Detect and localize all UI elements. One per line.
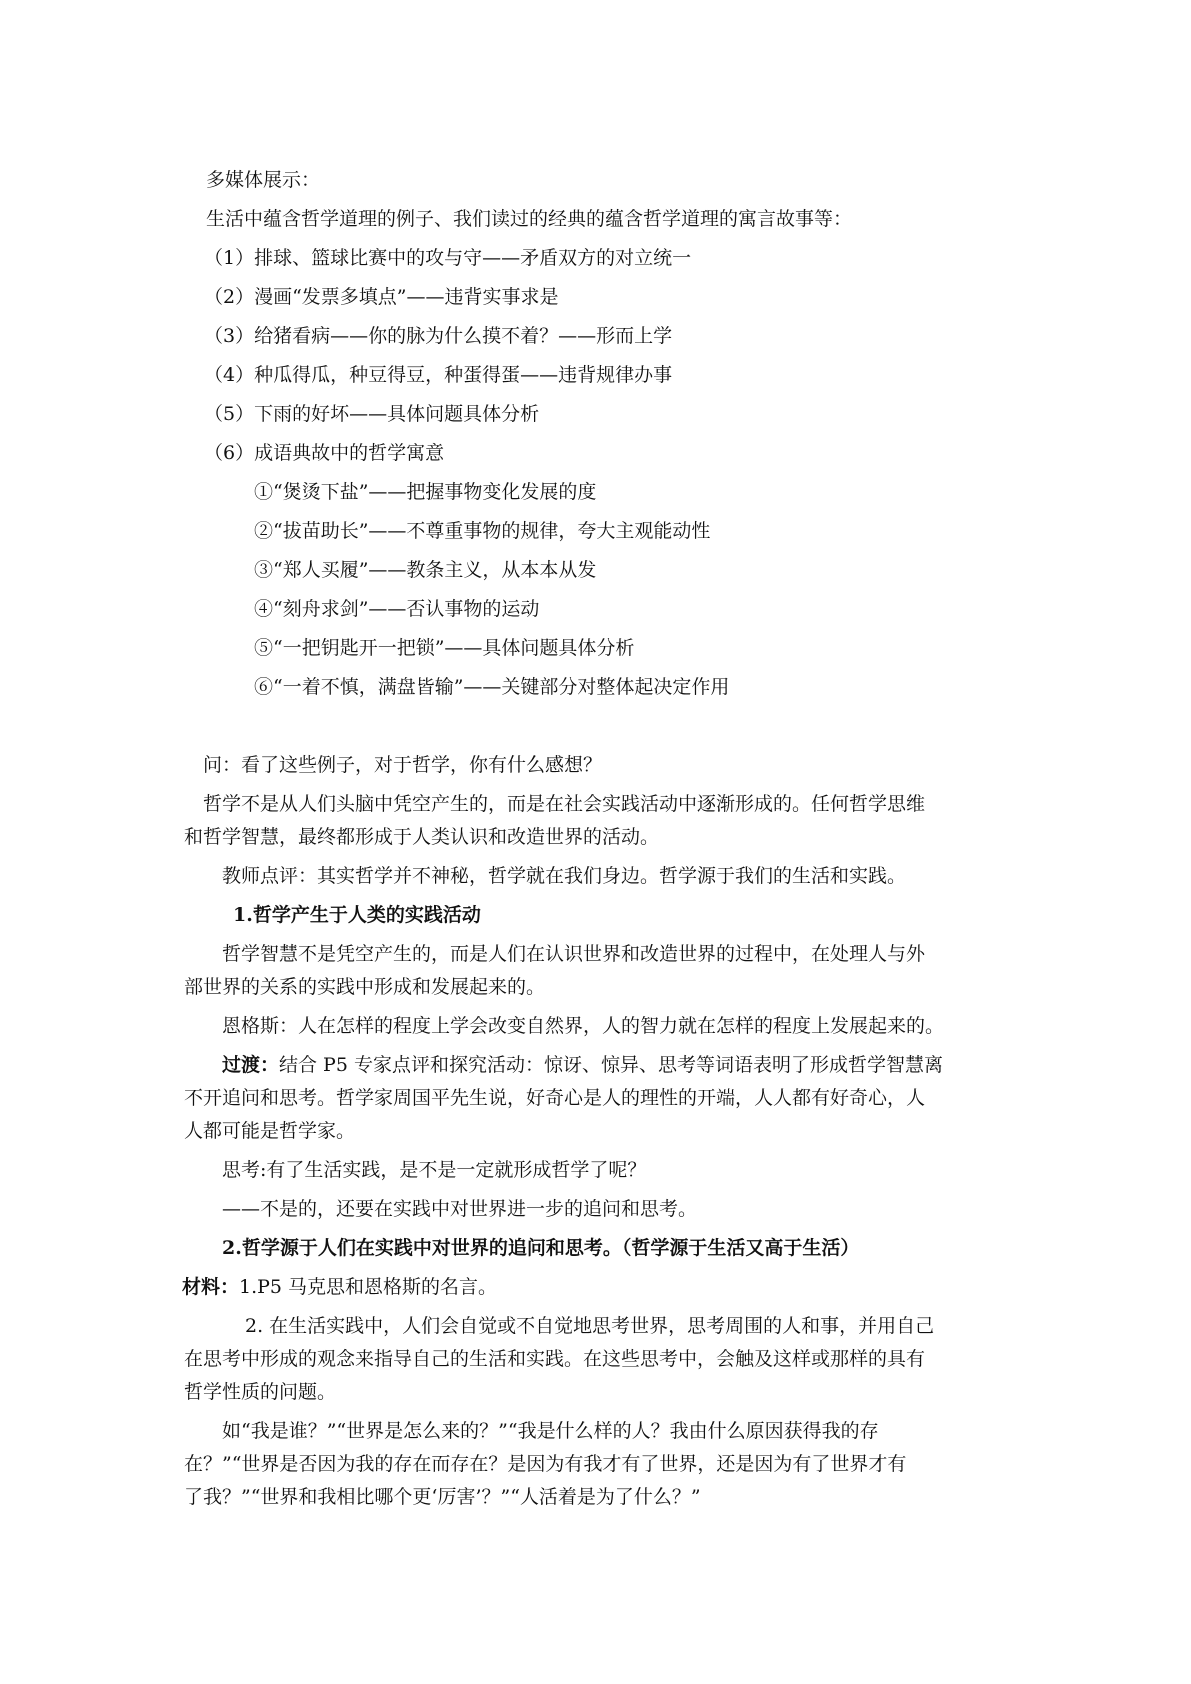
transition-text: 结合 P5 专家点评和探究活动：惊讶、惊异、思考等词语表明了形成哲学智慧离 xyxy=(279,1054,943,1076)
multimedia-heading: 多媒体展示： xyxy=(206,169,321,191)
example-item: （1）排球、篮球比赛中的攻与守——矛盾双方的对立统一 xyxy=(204,247,692,269)
section-1-title: 1.哲学产生于人类的实践活动 xyxy=(233,904,481,926)
materials-item-2: 2. 在生活实践中，人们会自觉或不自觉地思考世界，思考周围的人和事，并用自己 xyxy=(245,1315,935,1337)
teacher-comment: 教师点评：其实哲学并不神秘，哲学就在我们身边。哲学源于我们的生活和实践。 xyxy=(222,865,907,887)
example-item: （2）漫画“发票多填点”——违背实事求是 xyxy=(204,286,559,308)
example-item: （5）下雨的好坏——具体问题具体分析 xyxy=(204,403,540,425)
transition-label: 过渡： xyxy=(222,1054,280,1076)
answer-line: 和哲学智慧，最终都形成于人类认识和改造世界的活动。 xyxy=(184,826,660,848)
question-line: 问：看了这些例子，对于哲学，你有什么感想？ xyxy=(203,754,603,776)
transition-line: 不开追问和思考。哲学家周国平先生说，好奇心是人的理性的开端，人人都有好奇心，人 xyxy=(184,1087,926,1109)
idiom-item: ⑤“一把钥匙开一把锁”——具体问题具体分析 xyxy=(254,637,635,659)
materials-item-2: 在思考中形成的观念来指导自己的生活和实践。在这些思考中，会触及这样或那样的具有 xyxy=(184,1348,926,1370)
materials-item-1: 1.P5 马克思和恩格斯的名言。 xyxy=(239,1276,498,1298)
think-answer: ——不是的，还要在实践中对世界进一步的追问和思考。 xyxy=(222,1198,698,1220)
materials-label: 材料： xyxy=(182,1276,240,1298)
think-question: 思考:有了生活实践，是不是一定就形成哲学了呢？ xyxy=(222,1159,647,1181)
transition-line xyxy=(222,1053,943,1077)
section-2-title: 2.哲学源于人们在实践中对世界的追问和思考。（哲学源于生活又高于生活） xyxy=(222,1237,860,1259)
idiom-item: ①“煲烫下盐”——把握事物变化发展的度 xyxy=(254,481,597,503)
materials-line xyxy=(182,1275,497,1299)
materials-item-2: 哲学性质的问题。 xyxy=(184,1381,337,1403)
idiom-item: ②“拔苗助长”——不尊重事物的规律，夸大主观能动性 xyxy=(254,520,711,542)
example-item: （6）成语典故中的哲学寓意 xyxy=(204,442,445,464)
questions-paragraph: 了我？”“世界和我相比哪个更‘厉害’？”“人活着是为了什么？” xyxy=(184,1486,701,1508)
transition-line: 人都可能是哲学家。 xyxy=(184,1120,356,1142)
examples-lead: 生活中蕴含哲学道理的例子、我们读过的经典的蕴含哲学道理的寓言故事等： xyxy=(206,208,853,230)
questions-paragraph: 在？”“世界是否因为我的存在而存在？是因为有我才有了世界，还是因为有了世界才有 xyxy=(184,1453,907,1475)
idiom-item: ③“郑人买履”——教条主义，从本本从发 xyxy=(254,559,597,581)
idiom-item: ④“刻舟求剑”——否认事物的运动 xyxy=(254,598,540,620)
example-item: （3）给猪看病——你的脉为什么摸不着？——形而上学 xyxy=(204,325,673,347)
idiom-item: ⑥“一着不慎，满盘皆输”——关键部分对整体起决定作用 xyxy=(254,676,730,698)
engels-quote: 恩格斯：人在怎样的程度上学会改变自然界，人的智力就在怎样的程度上发展起来的。 xyxy=(222,1015,945,1037)
section-1-paragraph: 哲学智慧不是凭空产生的，而是人们在认识世界和改造世界的过程中，在处理人与外 xyxy=(222,943,926,965)
answer-line: 哲学不是从人们头脑中凭空产生的，而是在社会实践活动中逐渐形成的。任何哲学思维 xyxy=(203,793,926,815)
questions-paragraph: 如“我是谁？”“世界是怎么来的？”“我是什么样的人？我由什么原因获得我的存 xyxy=(222,1420,879,1442)
example-item: （4）种瓜得瓜，种豆得豆，种蛋得蛋——违背规律办事 xyxy=(204,364,673,386)
section-1-paragraph: 部世界的关系的实践中形成和发展起来的。 xyxy=(184,976,546,998)
